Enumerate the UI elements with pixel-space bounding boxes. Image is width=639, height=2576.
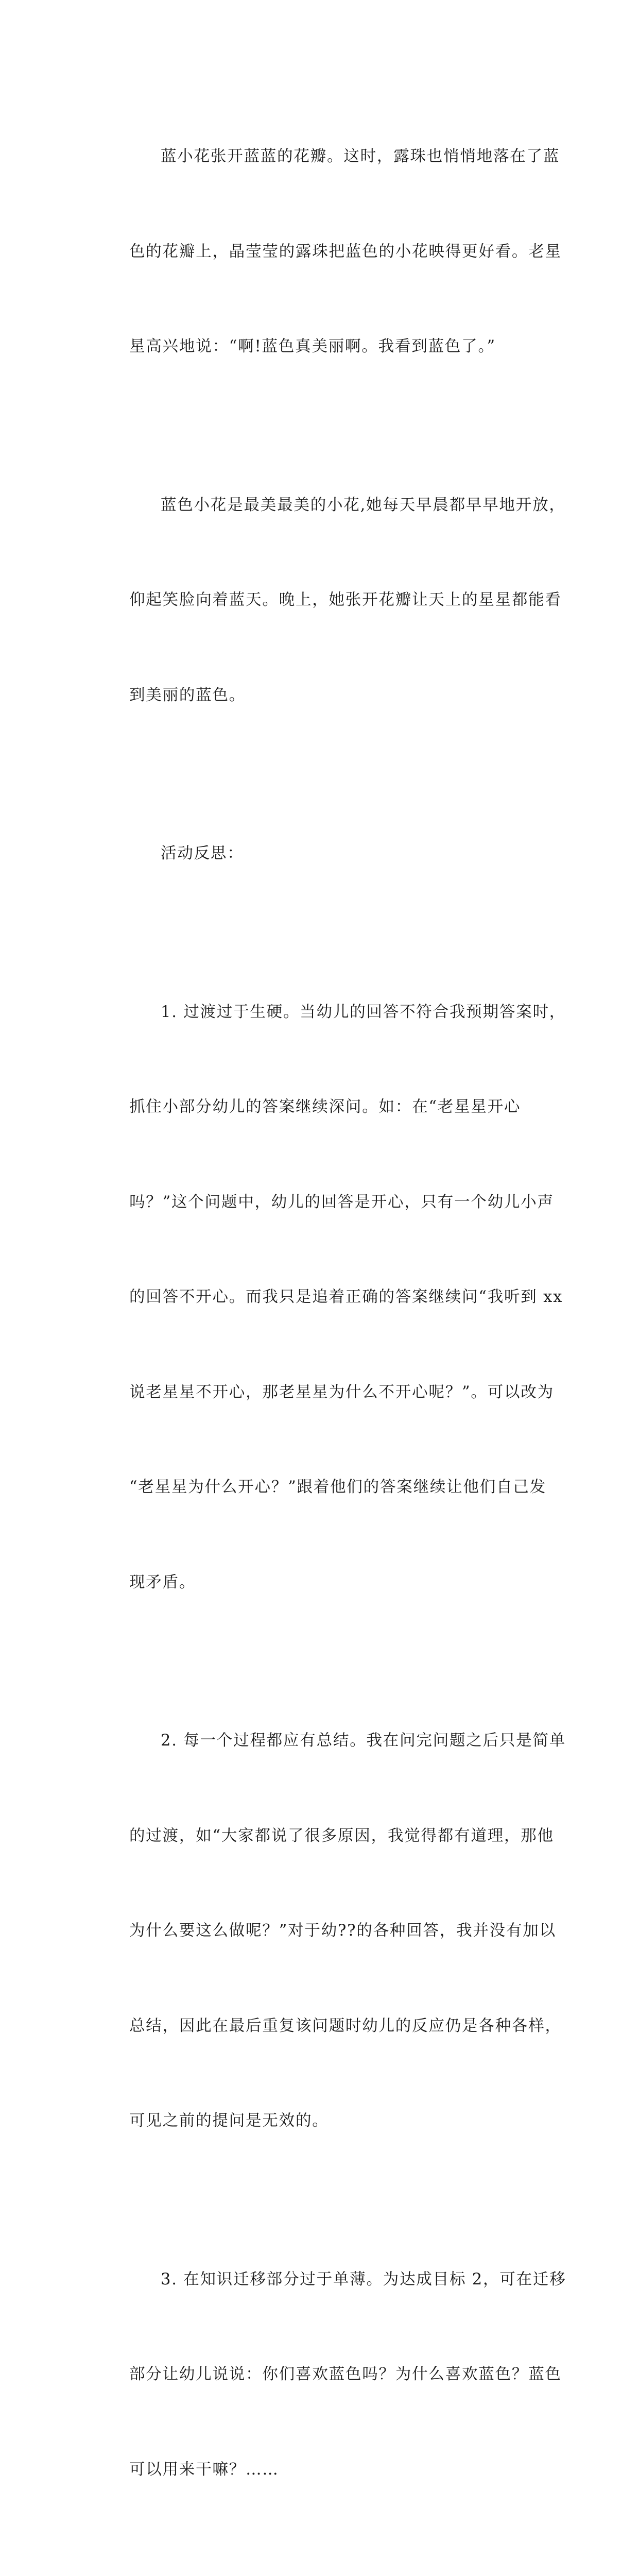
- paragraph-story-1: [98, 77, 562, 426]
- text-line: 可以用来干嘛？……: [129, 2460, 279, 2479]
- text-line: 到美丽的蓝色。: [129, 686, 246, 704]
- text-line: 蓝色小花是最美最美的小花,她每天早晨都早早地开放，: [161, 496, 566, 514]
- reflection-item-2: [98, 1662, 566, 2200]
- text-line: 3. 在知识迁移部分过于单薄。为达成目标 2，可在迁移: [161, 2270, 566, 2289]
- text-line: 可见之前的提问是无效的。: [129, 2112, 329, 2130]
- text-line: 的过渡，如“大家都说了很多原因，我觉得都有道理，那他: [129, 1826, 554, 1845]
- reflection-item-3: [98, 2200, 566, 2549]
- paragraph-story-2: [98, 426, 566, 775]
- text-line: 总结，因此在最后重复该问题时幼儿的反应仍是各种各样，: [129, 2016, 562, 2035]
- text-line: 色的花瓣上，晶莹莹的露珠把蓝色的小花映得更好看。老星: [129, 242, 562, 261]
- text-line: 的回答不开心。而我只是追着正确的答案继续问“我听到 xx: [129, 1288, 563, 1306]
- section-heading-reflection: [98, 774, 541, 933]
- text-line: 吗？”这个问题中，幼儿的回答是开心，只有一个幼儿小声: [129, 1193, 554, 1211]
- text-line: 为什么要这么做呢？”对于幼??的各种回答，我并没有加以: [129, 1922, 556, 1940]
- document-body: [98, 77, 566, 2576]
- text-line: 抓住小部分幼儿的答案继续深问。如：在“老星星开心: [129, 1098, 521, 1116]
- text-line: 星高兴地说：“啊!蓝色真美丽啊。我看到蓝色了。”: [129, 337, 496, 355]
- text-line: 说老星星不开心，那老星星为什么不开心呢？”。可以改为: [129, 1383, 554, 1401]
- text-line: 1. 过渡过于生硬。当幼儿的回答不符合我预期答案时，: [161, 1003, 566, 1021]
- text-line: 蓝小花张开蓝蓝的花瓣。这时，露珠也悄悄地落在了蓝: [161, 147, 560, 165]
- text-line: 现矛盾。: [129, 1573, 196, 1591]
- text-line: 部分让幼儿说说：你们喜欢蓝色吗？为什么喜欢蓝色？蓝色: [129, 2365, 562, 2383]
- reflection-item-1: [98, 933, 566, 1662]
- text-line: 仰起笑脸向着蓝天。晚上，她张开花瓣让天上的星星都能看: [129, 591, 562, 609]
- text-line: “老星星为什么开心？”跟着他们的答案继续让他们自己发: [129, 1478, 546, 1496]
- text-line: 2. 每一个过程都应有总结。我在问完问题之后只是简单: [161, 1732, 566, 1750]
- text-line: 活动反思：: [161, 844, 244, 862]
- encyclopedia-paragraph: [98, 2549, 541, 2576]
